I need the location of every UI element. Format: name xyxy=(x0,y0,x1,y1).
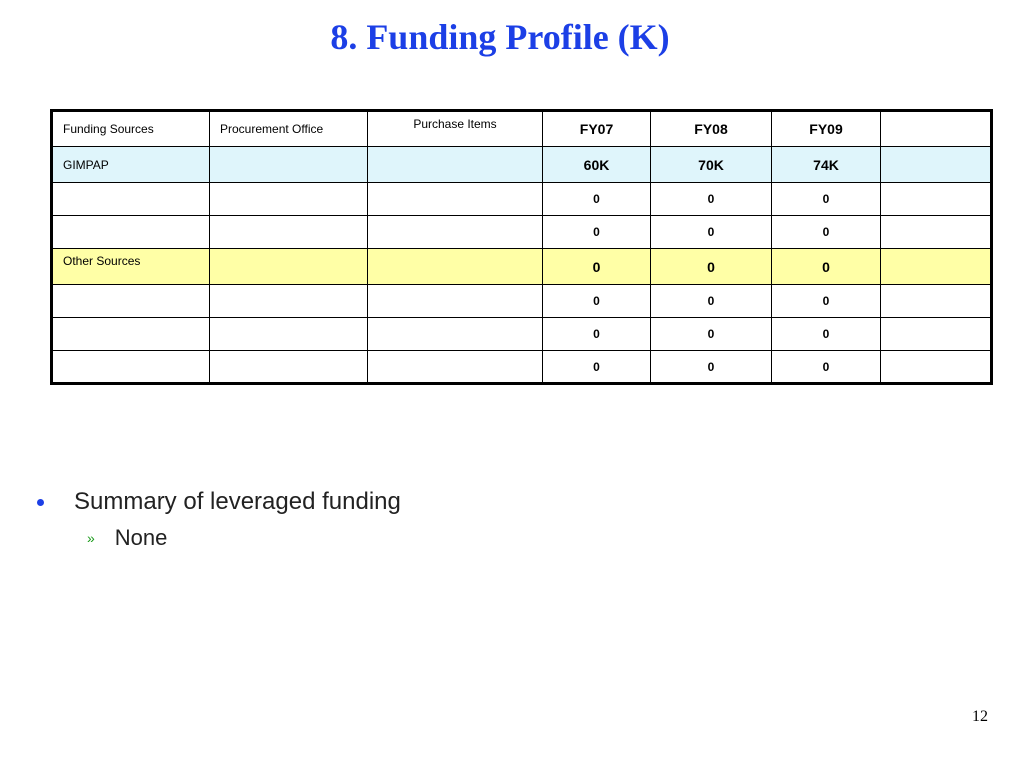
cell-items xyxy=(368,183,543,216)
cell-office xyxy=(210,249,368,285)
sub-bullet-item xyxy=(87,520,401,556)
table-header-row xyxy=(52,111,992,147)
table-row xyxy=(52,318,992,351)
cell-source xyxy=(52,216,210,249)
table-row xyxy=(52,249,992,285)
cell-fy09: 0 xyxy=(772,285,881,318)
cell-fy08: 0 xyxy=(651,285,772,318)
header-funding-sources: Funding Sources xyxy=(52,111,210,147)
cell-extra xyxy=(881,216,992,249)
header-extra xyxy=(881,111,992,147)
cell-extra xyxy=(881,285,992,318)
page-number: 12 xyxy=(972,708,988,725)
header-fy07: FY07 xyxy=(543,111,651,147)
cell-items xyxy=(368,318,543,351)
table-row xyxy=(52,147,992,183)
cell-items xyxy=(368,285,543,318)
bullet-dot-icon xyxy=(37,499,44,506)
cell-fy07: 0 xyxy=(543,351,651,384)
cell-extra xyxy=(881,183,992,216)
cell-office xyxy=(210,351,368,384)
header-fy08: FY08 xyxy=(651,111,772,147)
cell-fy07: 0 xyxy=(543,183,651,216)
cell-fy08: 0 xyxy=(651,351,772,384)
sub-bullet-marker: » xyxy=(87,530,95,546)
cell-fy09: 0 xyxy=(772,318,881,351)
cell-fy09: 0 xyxy=(772,351,881,384)
funding-table xyxy=(50,109,993,385)
header-procurement-office: Procurement Office xyxy=(210,111,368,147)
cell-office xyxy=(210,216,368,249)
cell-source xyxy=(52,318,210,351)
cell-fy07: 0 xyxy=(543,318,651,351)
cell-fy09: 74K xyxy=(772,147,881,183)
cell-extra xyxy=(881,318,992,351)
bullet-text: Summary of leveraged funding xyxy=(74,488,401,515)
table-row xyxy=(52,183,992,216)
cell-source xyxy=(52,183,210,216)
header-fy09: FY09 xyxy=(772,111,881,147)
cell-items xyxy=(368,216,543,249)
cell-extra xyxy=(881,249,992,285)
cell-items xyxy=(368,147,543,183)
cell-source: Other Sources xyxy=(52,249,210,285)
cell-items xyxy=(368,249,543,285)
cell-office xyxy=(210,318,368,351)
cell-fy08: 70K xyxy=(651,147,772,183)
bullet-item xyxy=(37,484,401,520)
table-row xyxy=(52,285,992,318)
cell-fy08: 0 xyxy=(651,249,772,285)
cell-items xyxy=(368,351,543,384)
table-row xyxy=(52,216,992,249)
cell-source: GIMPAP xyxy=(52,147,210,183)
cell-office xyxy=(210,147,368,183)
cell-fy07: 60K xyxy=(543,147,651,183)
cell-fy08: 0 xyxy=(651,216,772,249)
cell-source xyxy=(52,351,210,384)
slide-title: 8. Funding Profile (K) xyxy=(330,17,670,57)
table-row xyxy=(52,351,992,384)
cell-extra xyxy=(881,147,992,183)
cell-fy08: 0 xyxy=(651,183,772,216)
sub-bullet-text: None xyxy=(114,525,168,550)
cell-fy07: 0 xyxy=(543,285,651,318)
cell-fy08: 0 xyxy=(651,318,772,351)
cell-fy09: 0 xyxy=(772,183,881,216)
bullet-list xyxy=(37,484,401,556)
cell-fy07: 0 xyxy=(543,216,651,249)
cell-extra xyxy=(881,351,992,384)
cell-fy09: 0 xyxy=(772,216,881,249)
cell-source xyxy=(52,285,210,318)
cell-office xyxy=(210,183,368,216)
cell-fy09: 0 xyxy=(772,249,881,285)
header-purchase-items: Purchase Items xyxy=(368,111,543,147)
cell-office xyxy=(210,285,368,318)
cell-fy07: 0 xyxy=(543,249,651,285)
